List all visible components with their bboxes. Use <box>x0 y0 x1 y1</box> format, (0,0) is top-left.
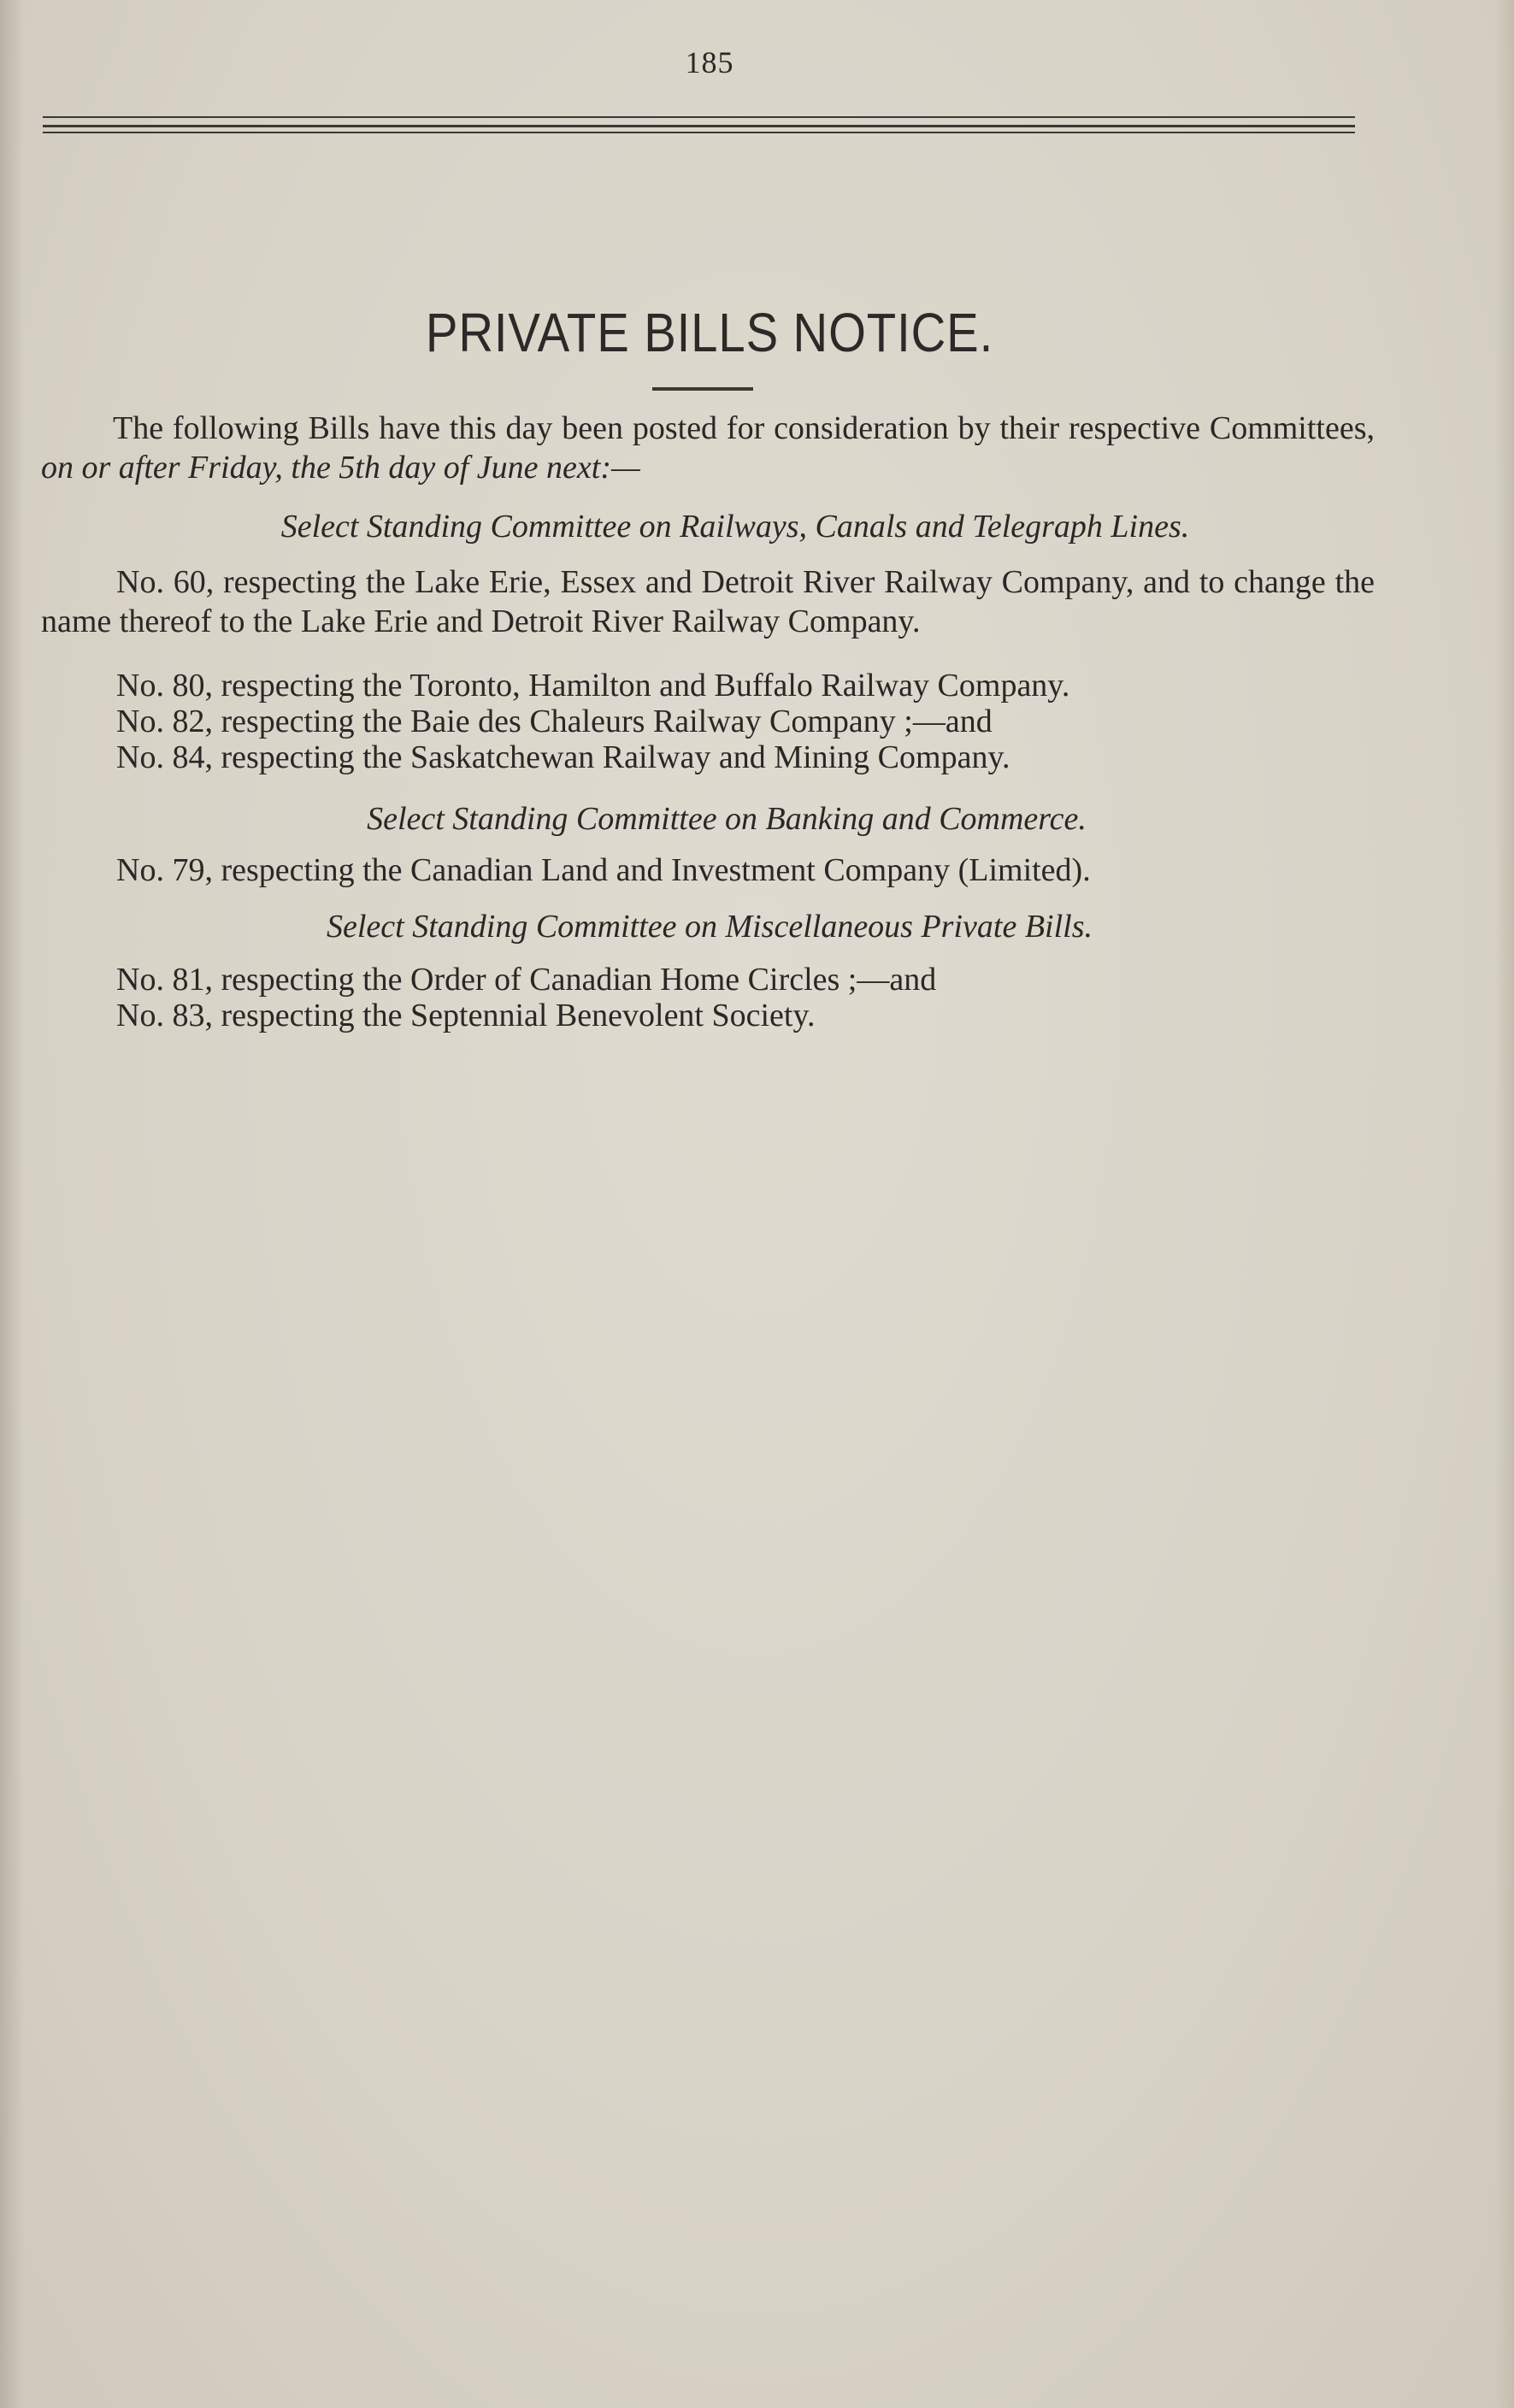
page-title: PRIVATE BILLS NOTICE. <box>425 302 994 363</box>
title-divider <box>652 387 753 391</box>
bill-item: No. 79, respecting the Canadian Land and Investment Company (Limited). <box>116 852 1091 888</box>
bill-item: No. 80, respecting the Toronto, Hamilton and Buffalo Railway Company. <box>116 668 1070 704</box>
committee-heading-railways: Select Standing Committee on Railways, Canals and Telegraph Lines. <box>280 509 1190 545</box>
bill-item: No. 82, respecting the Baie des Chaleurs Railway Company ;—and <box>116 704 993 739</box>
committee-heading-miscellaneous: Select Standing Committee on Miscellaneous Private Bills. <box>327 909 1093 945</box>
header-rule <box>43 116 1355 118</box>
page-number: 185 <box>685 45 734 79</box>
header-rule <box>43 132 1355 133</box>
header-rule <box>43 125 1355 127</box>
bill-item: No. 60, respecting the Lake Erie, Essex and Detroit River Railway Company, and to change the name thereof to the Lake Erie and Detroit River Railway Company. <box>41 564 1375 639</box>
intro-paragraph <box>41 409 1375 487</box>
intro-date-text: on or after Friday, the 5th day of June next:— <box>41 450 640 486</box>
bill-item: No. 83, respecting the Septennial Benevolent Society. <box>116 998 816 1033</box>
committee-heading-banking: Select Standing Committee on Banking and Commerce. <box>367 801 1087 837</box>
bill-item: No. 81, respecting the Order of Canadian Home Circles ;—and <box>116 962 937 998</box>
intro-text: The following Bills have this day been posted for consideration by their respective Committees, <box>113 410 1375 446</box>
bill-item: No. 84, respecting the Saskatchewan Railway and Mining Company. <box>116 739 1010 775</box>
